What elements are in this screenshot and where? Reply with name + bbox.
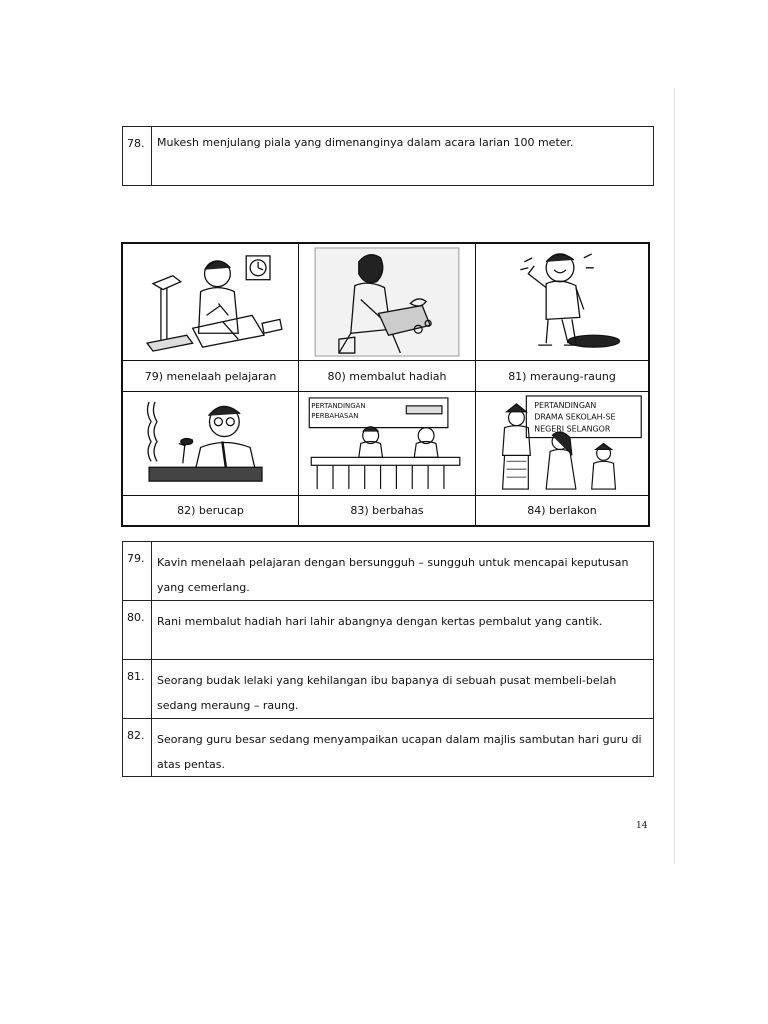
caption-79: 79) menelaah pelajaran <box>123 361 299 392</box>
drama-performance-icon <box>476 392 648 495</box>
item-78-number: 78. <box>123 127 152 185</box>
caption-82: 82) berucap <box>123 496 299 525</box>
man-speaking-icon <box>123 392 298 495</box>
sentence-text-79: Kavin menelaah pelajaran dengan bersungguh – sungguh untuk mencapai keputusan yang cemerlang. <box>157 556 629 594</box>
picture-84 <box>476 392 648 496</box>
item-78-row <box>123 127 653 185</box>
picture-83 <box>299 392 476 496</box>
boy-studying-icon <box>123 244 298 360</box>
picture-81 <box>476 244 648 361</box>
sentence-table <box>122 541 654 777</box>
page-number: 14 <box>636 821 648 831</box>
drama-sign-line-3: NEGERI SELANGOR <box>534 424 611 434</box>
sentence-number-81: 81. <box>123 660 152 718</box>
page-edge-rule <box>674 88 675 864</box>
caption-84: 84) berlakon <box>476 496 648 525</box>
sentence-text-81: Seorang budak lelaki yang kehilangan ibu bapanya di sebuah pusat membeli-belah sedang meraung – raung. <box>157 674 617 712</box>
debate-sign-line-1: PERTANDINGAN <box>311 401 366 410</box>
caption-83: 83) berbahas <box>299 496 476 525</box>
caption-80: 80) membalut hadiah <box>299 361 476 392</box>
picture-80 <box>299 244 476 361</box>
debate-sign-line-2: PERBAHASAN <box>311 411 359 420</box>
sentence-row-79 <box>123 542 653 600</box>
drama-sign-line-2: DRAMA SEKOLAH-SE <box>534 412 616 422</box>
caption-81: 81) meraung-raung <box>476 361 648 392</box>
sentence-number-80: 80. <box>123 601 152 659</box>
boy-crying-icon <box>476 244 648 360</box>
sentence-row-81 <box>123 659 653 718</box>
sentence-row-80 <box>123 600 653 659</box>
item-78-text: Mukesh menjulang piala yang dimenanginya dalam acara larian 100 meter. <box>157 136 574 149</box>
sentence-row-82 <box>123 718 653 776</box>
debate-competition-icon <box>299 392 475 495</box>
drama-sign-line-1: PERTANDINGAN <box>534 400 597 410</box>
picture-79 <box>123 244 299 361</box>
sentence-text-82: Seorang guru besar sedang menyampaikan ucapan dalam majlis sambutan hari guru di atas pentas. <box>157 733 642 771</box>
sentence-number-79: 79. <box>123 542 152 600</box>
item-78-table <box>122 126 654 186</box>
picture-grid <box>121 242 650 527</box>
sentence-number-82: 82. <box>123 719 152 776</box>
sentence-text-80: Rani membalut hadiah hari lahir abangnya dengan kertas pembalut yang cantik. <box>157 615 603 628</box>
picture-82 <box>123 392 299 496</box>
woman-wrapping-gift-icon <box>299 244 475 360</box>
